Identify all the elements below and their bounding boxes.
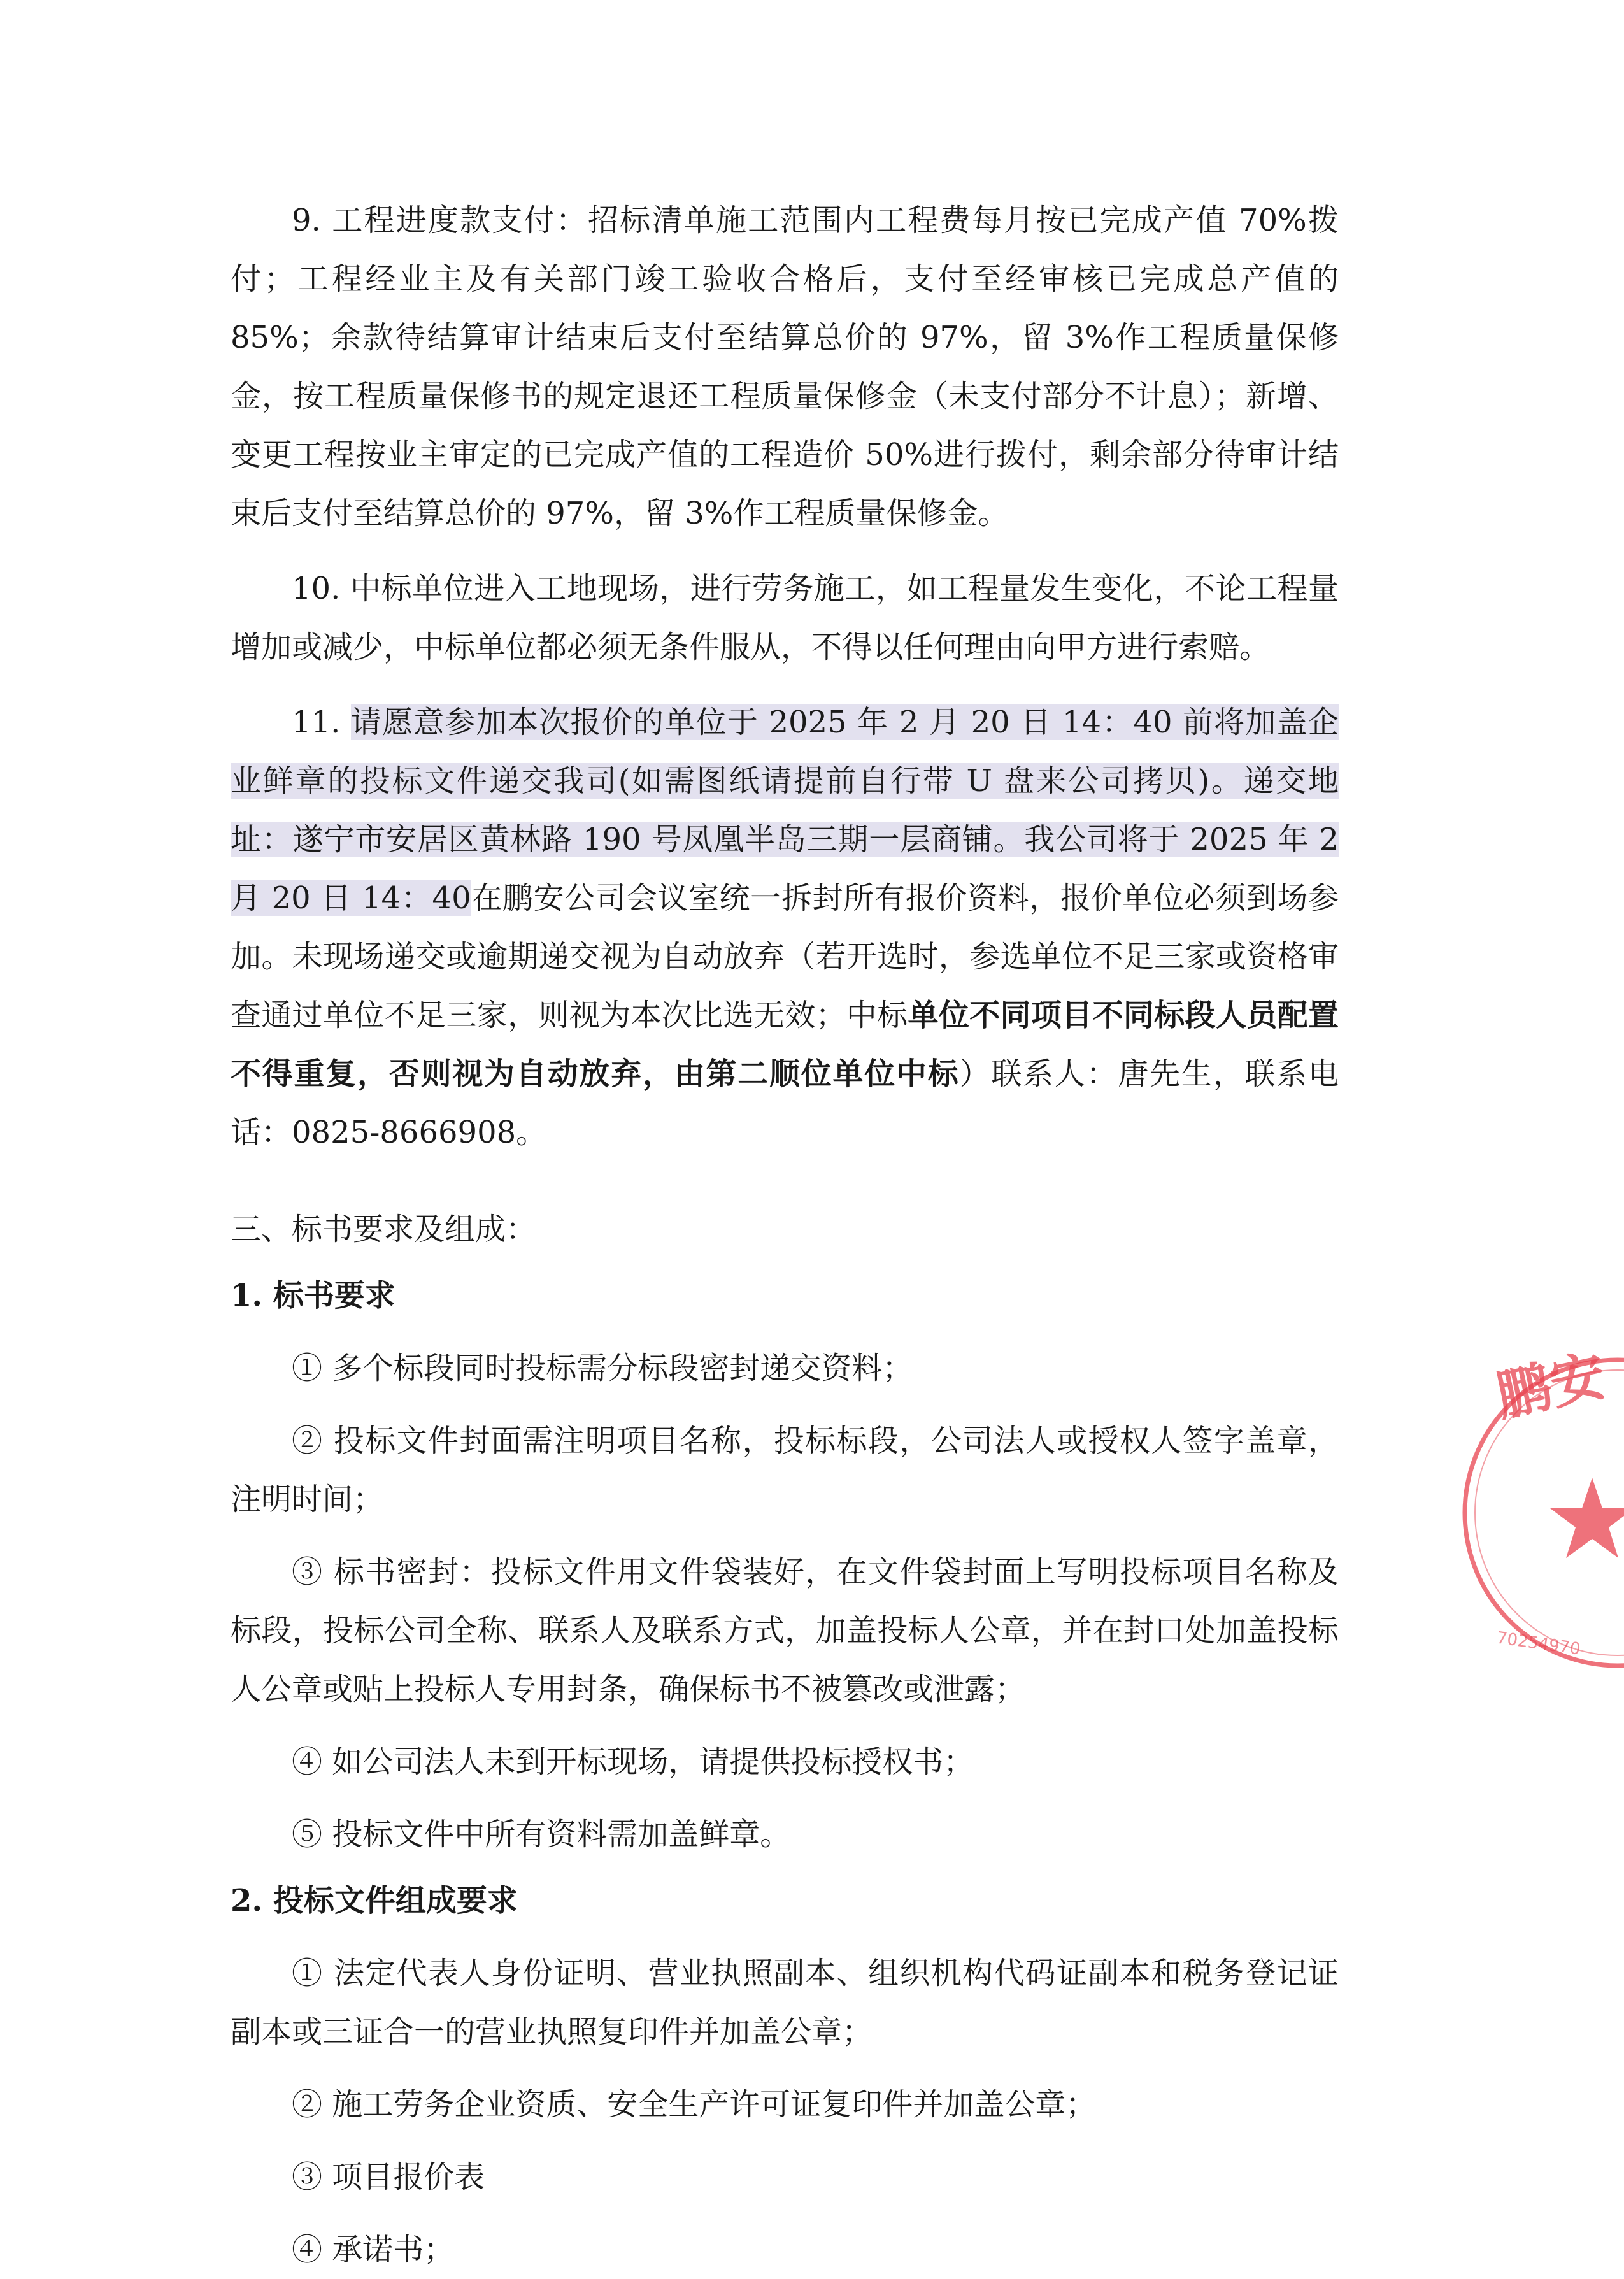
- company-seal-stamp: [1458, 1341, 1624, 1685]
- list-item: ④ 承诺书；: [292, 2232, 455, 2268]
- list-item: ③ 标书密封：投标文件用文件袋装好，在文件袋封面上写明投标项目名称及标段，投标公司全称、联系人及联系方式，加盖投标人公章，并在封口处加盖投标人公章或贴上投标人专用封条，确保标书不被篡改或泄露；: [231, 1554, 1339, 1707]
- list-item: ② 施工劳务企业资质、安全生产许可证复印件并加盖公章；: [292, 2087, 1097, 2122]
- highlighted-text: 请愿意参加本次报价的单位于 2025 年 2 月 20 日 14：40 前将加盖企业鲜章的投标文件递交我司(如需图纸请提前自行带 U 盘来公司拷贝)。递交地址：遂宁市安居区黄林路 190 号凤凰半岛三期一层商铺。我公司将于 2025 年 2 月 20 日 14：40: [231, 704, 1339, 916]
- list-item: ② 投标文件封面需注明项目名称，投标标段，公司法人或授权人签字盖章，注明时间；: [231, 1423, 1339, 1517]
- paragraph-11-number: 11.: [292, 704, 351, 740]
- paragraph-11: [231, 693, 1339, 1162]
- paragraph-10: 10. 中标单位进入工地现场，进行劳务施工，如工程量发生变化，不论工程量增加或减少，中标单位都必须无条件服从，不得以任何理由向甲方进行索赔。: [231, 571, 1339, 665]
- svg-text:70254970: 70254970: [1495, 1628, 1582, 1659]
- svg-text:鹏安: 鹏安: [1490, 1343, 1611, 1429]
- document-body: [231, 191, 1339, 2279]
- subheading-1: 1. 标书要求: [231, 1278, 395, 1313]
- list-item: ④ 如公司法人未到开标现场，请提供投标授权书；: [292, 1744, 974, 1780]
- list-item: ③ 项目报价表: [292, 2159, 485, 2195]
- paragraph-11-bold-text: 单位不同项目不同标段人员配置不得重复，否则视为自动放弃，由第二顺位单位中标: [231, 997, 1339, 1092]
- list-item: ⑤ 投标文件中所有资料需加盖鲜章。: [292, 1817, 791, 1852]
- subheading-2: 2. 投标文件组成要求: [231, 1883, 518, 1918]
- section-heading-3: 三、标书要求及组成：: [231, 1211, 537, 1247]
- paragraph-11-contact: ）联系人：唐先生，联系电话：0825-8666908。: [231, 1056, 1339, 1150]
- paragraph-11-text: 在鹏安公司会议室统一拆封所有报价资料，报价单位必须到场参加。未现场递交或逾期递交视为自动放弃（若开选时，参选单位不足三家或资格审查通过单位不足三家，则视为本次比选无效；中标: [231, 880, 1339, 1033]
- list-item: ① 多个标段同时投标需分标段密封递交资料；: [292, 1350, 913, 1386]
- list-item: ① 法定代表人身份证明、营业执照副本、组织机构代码证副本和税务登记证副本或三证合一的营业执照复印件并加盖公章；: [231, 1955, 1339, 2050]
- paragraph-9: 9. 工程进度款支付：招标清单施工范围内工程费每月按已完成产值 70%拨付；工程经业主及有关部门竣工验收合格后，支付至经审核已完成总产值的 85%；余款待结算审计结束后支付至结算总价的 97%，留 3%作工程质量保修金，按工程质量保修书的规定退还工程质量保修金（未支付部分不计息）；新增、变更工程按业主审定的已完成产值的工程造价 50%进行拨付，剩余部分待审计结束后支付至结算总价的 97%，留 3%作工程质量保修金。: [231, 203, 1339, 531]
